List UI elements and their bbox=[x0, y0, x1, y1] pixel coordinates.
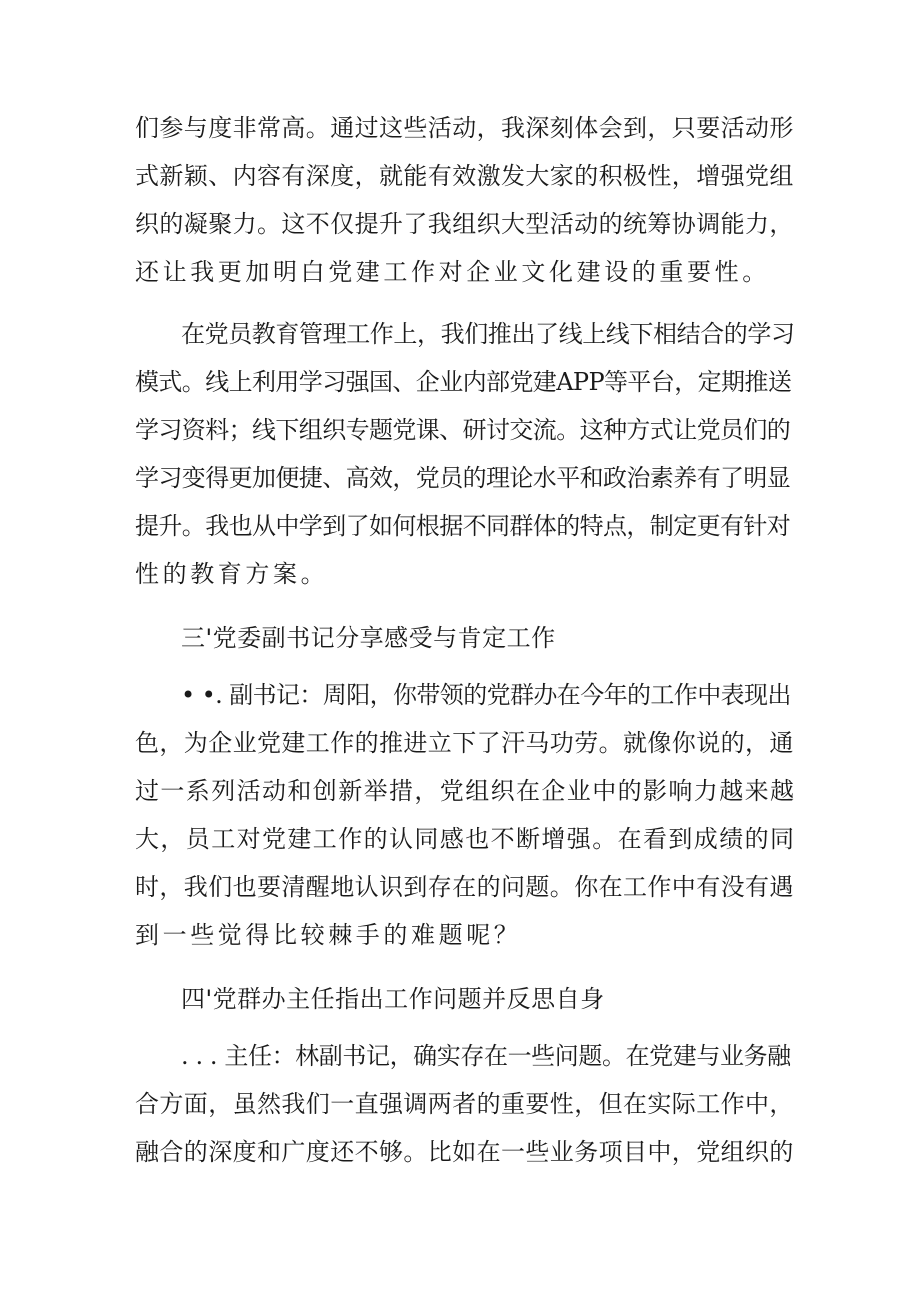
section-4-line-1: . . . 主任：林副书记，确实存在一些问题。在党建与业务融 bbox=[181, 1042, 791, 1070]
section-3-line-3: 过一系列活动和创新举措，党组织在企业中的影响力越来越 bbox=[135, 777, 796, 805]
paragraph-1-line-2: 式新颖、内容有深度，就能有效激发大家的积极性，增强党组 bbox=[135, 162, 794, 190]
section-3-line-2: 色，为企业党建工作的推进立下了汗马功劳。就像你说的，通 bbox=[135, 729, 794, 757]
section-4-line-2: 合方面，虽然我们一直强调两者的重要性，但在实际工作中， bbox=[135, 1090, 794, 1118]
paragraph-1-line-3: 织的凝聚力。这不仅提升了我组织大型活动的统筹协调能力， bbox=[135, 210, 794, 238]
section-3-line-1: • •. 副书记：周阳，你带领的党群办在今年的工作中表现出 bbox=[181, 681, 791, 709]
section-3-line-4: 大，员工对党建工作的认同感也不断增强。在看到成绩的同 bbox=[135, 825, 796, 853]
section-3-line-5: 时，我们也要清醒地认识到存在的问题。你在工作中有没有遇 bbox=[135, 873, 794, 901]
paragraph-2-line-1: 在党员教育管理工作上，我们推出了线上线下相结合的学习 bbox=[181, 320, 795, 348]
section-4-line-3: 融合的深度和广度还不够。比如在一些业务项目中，党组织的 bbox=[135, 1138, 794, 1166]
paragraph-2-line-6: 性的教育方案。 bbox=[135, 560, 329, 588]
paragraph-2-line-4: 学习变得更加便捷、高效，党员的理论水平和政治素养有了明显 bbox=[135, 464, 791, 492]
paragraph-1-line-4: 还让我更加明白党建工作对企业文化建设的重要性。 bbox=[135, 258, 770, 286]
paragraph-2-line-5: 提升。我也从中学到了如何根据不同群体的特点，制定更有针对 bbox=[135, 512, 791, 540]
section-3-line-6: 到一些觉得比较棘手的难题呢？ bbox=[135, 921, 522, 949]
section-3-heading: 三'党委副书记分享感受与肯定工作 bbox=[181, 624, 556, 652]
paragraph-2-line-2: 模式。线上利用学习强国、企业内部党建APP等平台，定期推送 bbox=[135, 368, 792, 396]
paragraph-1-line-1: 们参与度非常高。通过这些活动，我深刻体会到，只要活动形 bbox=[135, 114, 794, 142]
section-4-heading: 四'党群办主任指出工作问题并反思自身 bbox=[181, 985, 605, 1013]
paragraph-2-line-3: 学习资料；线下组织专题党课、研讨交流。这种方式让党员们的 bbox=[135, 416, 791, 444]
